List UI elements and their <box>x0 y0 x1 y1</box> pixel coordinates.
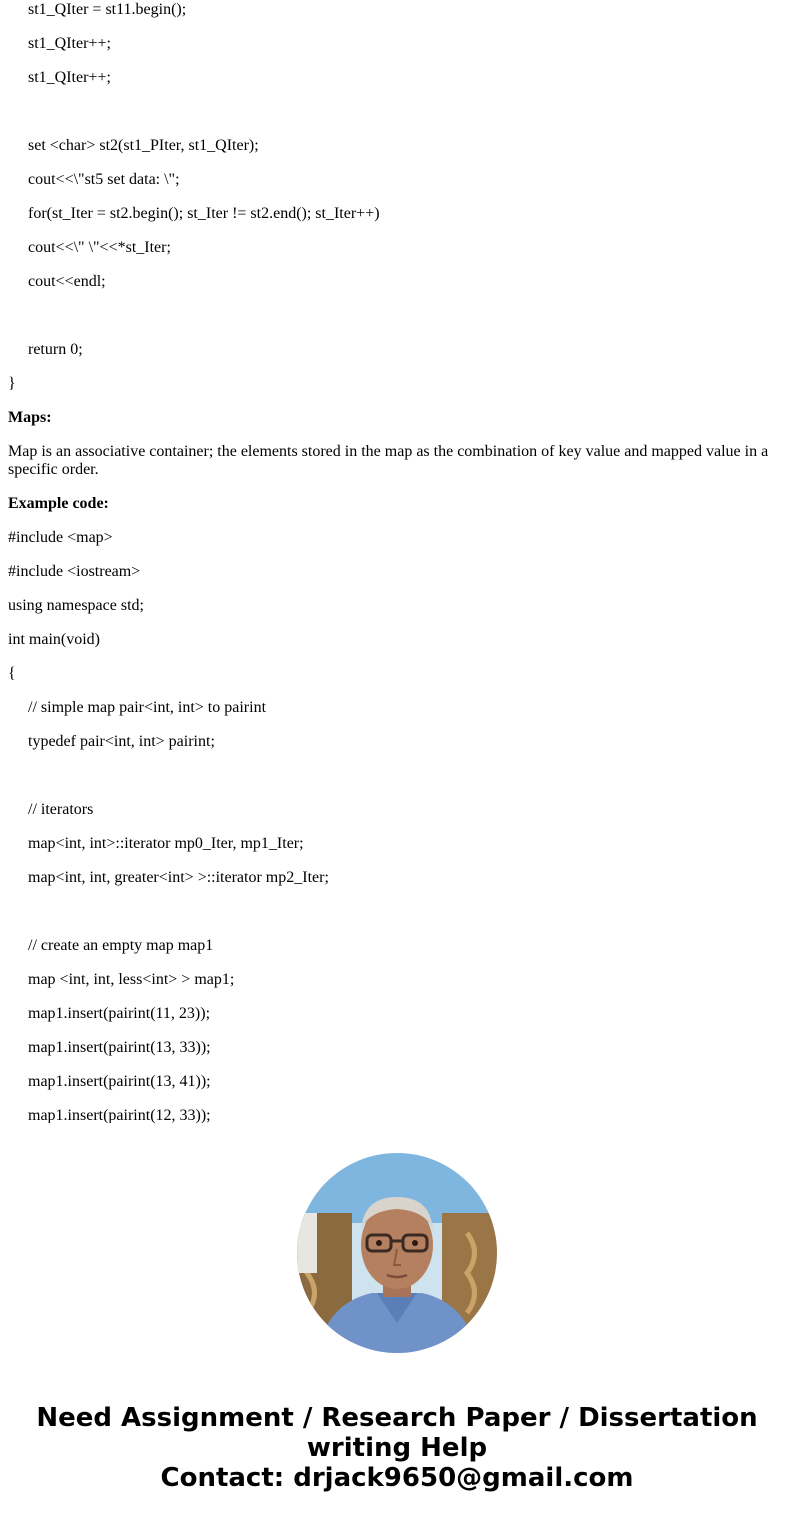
code-line: map1.insert(pairint(13, 33)); <box>28 1039 211 1056</box>
code-line: // simple map pair<int, int> to pairint <box>28 699 267 716</box>
person-portrait-icon <box>297 1153 497 1353</box>
contact-email[interactable]: Contact: drjack9650@gmail.com <box>160 1463 634 1493</box>
code-line: #include <map> <box>8 529 113 546</box>
code-line: cout<<endl; <box>28 273 106 290</box>
code-line: { <box>8 665 16 682</box>
code-line: map <int, int, less<int> > map1; <box>28 971 235 988</box>
code-line: int main(void) <box>8 631 100 648</box>
maps-heading: Maps: <box>8 409 52 426</box>
avatar-illustration <box>297 1153 497 1353</box>
banner-line-2: writing Help <box>306 1433 488 1463</box>
code-line: map1.insert(pairint(11, 23)); <box>28 1005 211 1022</box>
code-line: for(st_Iter = st2.begin(); st_Iter != st2.end(); st_Iter++) <box>28 205 380 222</box>
code-line: map<int, int>::iterator mp0_Iter, mp1_Iter; <box>28 835 304 852</box>
code-line: // create an empty map map1 <box>28 937 214 954</box>
code-line: using namespace std; <box>8 597 144 614</box>
maps-description: Map is an associative container; the elements stored in the map as the combination of key value and mapped value in a specific order. <box>8 443 769 478</box>
code-line: map1.insert(pairint(12, 33)); <box>28 1107 211 1123</box>
code-line: set <char> st2(st1_PIter, st1_QIter); <box>28 137 259 154</box>
code-line: st1_QIter = st11.begin(); <box>28 1 187 18</box>
code-line: cout<<\"st5 set data: \"; <box>28 171 180 188</box>
code-line: st1_QIter++; <box>28 69 111 86</box>
document-content <box>8 0 784 1123</box>
banner-line-1: Need Assignment / Research Paper / Dissertation <box>36 1403 758 1433</box>
code-line: map1.insert(pairint(13, 41)); <box>28 1073 211 1090</box>
contact-banner <box>0 1403 794 1493</box>
code-line: typedef pair<int, int> pairint; <box>28 733 215 750</box>
code-line: st1_QIter++; <box>28 35 111 52</box>
code-line: return 0; <box>28 341 83 358</box>
code-line: // iterators <box>28 801 94 818</box>
code-line: map<int, int, greater<int> >::iterator mp2_Iter; <box>28 869 329 886</box>
code-line: cout<<\" \"<<*st_Iter; <box>28 239 171 256</box>
code-line: } <box>8 375 16 392</box>
example-heading: Example code: <box>8 495 109 512</box>
code-line: #include <iostream> <box>8 563 141 580</box>
